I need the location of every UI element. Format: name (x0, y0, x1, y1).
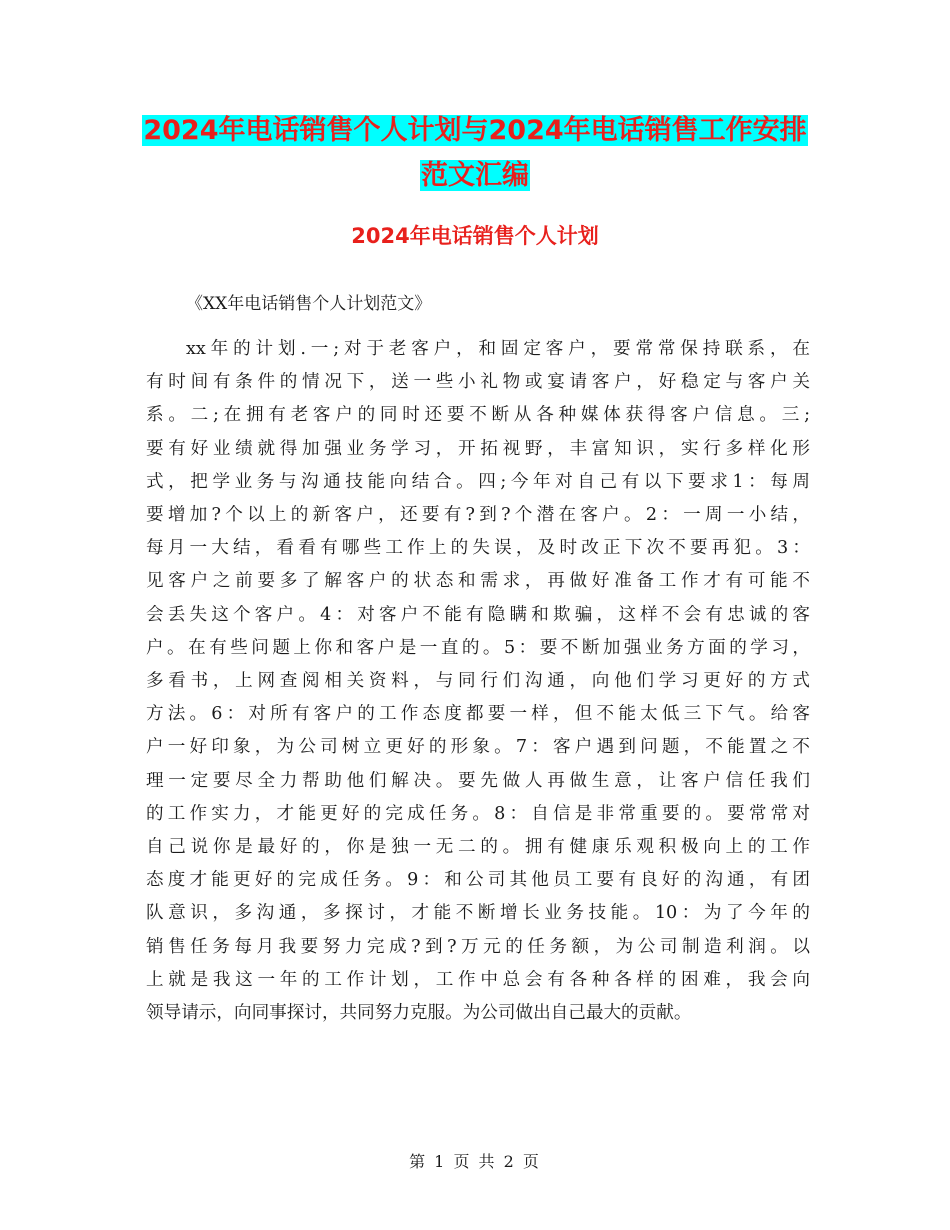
body-line: 销售任务每月我要努力完成?到?万元的任务额，为公司制造利润。以 (146, 936, 810, 957)
body-line: 每月一大结，看看有哪些工作上的失误，及时改正下次不要再犯。3： (146, 538, 810, 559)
body-line: 方法。6：对所有客户的工作态度都要一样，但不能太低三下气。给客 (146, 704, 810, 725)
body-line: 户一好印象，为公司树立更好的形象。7：客户遇到问题，不能置之不 (146, 737, 810, 758)
body-line: 队意识，多沟通，多探讨，才能不断增长业务技能。10：为了今年的 (146, 903, 810, 924)
body-line: 系。二;在拥有老客户的同时还要不断从各种媒体获得客户信息。三; (146, 405, 810, 426)
body-line: xx年的计划.一;对于老客户，和固定客户，要常常保持联系，在 (186, 339, 810, 359)
body-line: 上就是我这一年的工作计划，工作中总会有各种各样的困难，我会向 (146, 969, 810, 990)
article-subtitle: 《XX年电话销售个人计划范文》 (186, 294, 432, 314)
body-line: 见客户之前要多了解客户的状态和需求，再做好准备工作才有可能不 (146, 571, 810, 592)
document-title-line-1: 2024年电话销售个人计划与2024年电话销售工作安排 (143, 115, 807, 146)
body-line: 的工作实力，才能更好的完成任务。8：自信是非常重要的。要常常对 (146, 803, 810, 824)
page-footer: 第 1 页 共 2 页 (409, 1152, 541, 1171)
body-line: 有时间有条件的情况下，送一些小礼物或宴请客户，好稳定与客户关 (146, 372, 810, 393)
body-line: 领导请示，向同事探讨，共同努力克服。为公司做出自己最大的贡献。 (146, 1003, 692, 1023)
body-line: 理一定要尽全力帮助他们解决。要先做人再做生意，让客户信任我们 (146, 770, 810, 791)
body-line: 自己说你是最好的，你是独一无二的。拥有健康乐观积极向上的工作 (146, 837, 810, 857)
section-heading: 2024年电话销售个人计划 (351, 224, 599, 248)
body-line: 要有好业绩就得加强业务学习，开拓视野，丰富知识，实行多样化形 (146, 438, 810, 459)
body-line: 会丢失这个客户。4：对客户不能有隐瞒和欺骗，这样不会有忠诚的客 (146, 604, 810, 625)
document-title-line-2: 范文汇编 (421, 160, 529, 191)
body-line: 态度才能更好的完成任务。9：和公司其他员工要有良好的沟通，有团 (146, 870, 810, 891)
body-line: 户。在有些问题上你和客户是一直的。5：要不断加强业务方面的学习， (146, 637, 810, 658)
body-line: 多看书，上网查阅相关资料，与同行们沟通，向他们学习更好的方式 (146, 671, 810, 691)
document-title (100, 108, 850, 200)
body-line: 式，把学业务与沟通技能向结合。四;今年对自己有以下要求1：每周 (146, 471, 810, 492)
body-line: 要增加?个以上的新客户，还要有?到?个潜在客户。2：一周一小结， (146, 505, 810, 525)
